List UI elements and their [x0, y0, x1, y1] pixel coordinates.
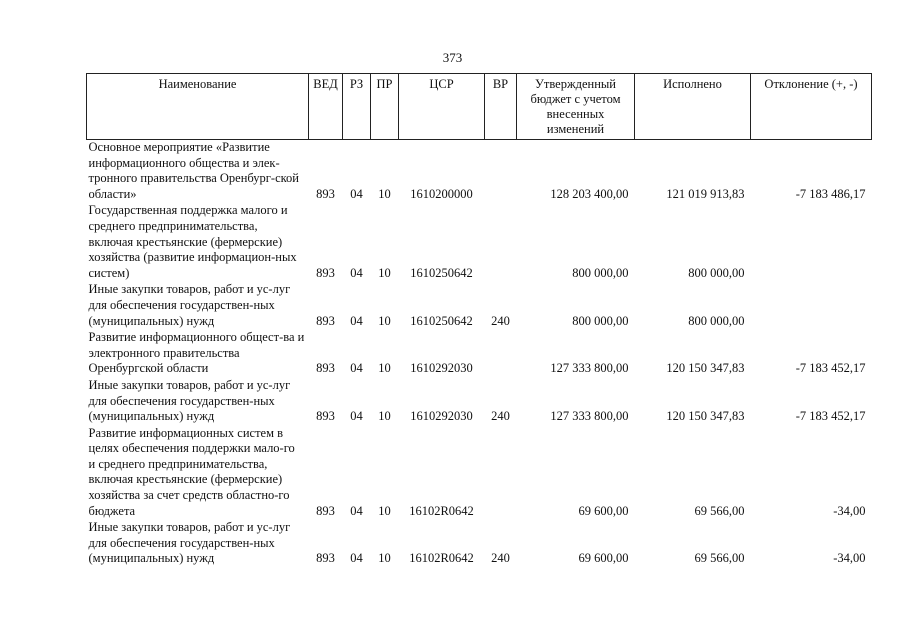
- row-rz: 04: [350, 551, 363, 566]
- row-executed: 800 000,00: [688, 313, 745, 328]
- table-row: [87, 330, 872, 378]
- row-deviation: -7 183 452,17: [795, 361, 866, 376]
- row-rz: 04: [350, 503, 363, 518]
- row-csr: 1610292030: [410, 409, 473, 424]
- row-pr: 10: [378, 503, 391, 518]
- row-rz: 04: [350, 361, 363, 376]
- row-name: Государственная поддержка малого и среднего предпринимательства, включая крестьянские (фермерские) хозяйства (развитие информацион-ных систем): [88, 203, 297, 280]
- row-vr: [485, 426, 517, 521]
- row-ved: 893: [316, 361, 335, 376]
- row-csr: 16102R0642: [409, 503, 474, 518]
- header-rz: РЗ: [343, 74, 371, 140]
- row-csr: 1610292030: [410, 361, 473, 376]
- row-vr: 240: [491, 409, 510, 424]
- row-ved: 893: [316, 186, 335, 201]
- table-row: [87, 282, 872, 330]
- row-executed: 121 019 913,83: [666, 186, 745, 201]
- row-approved: 128 203 400,00: [550, 186, 629, 201]
- row-pr: 10: [378, 551, 391, 566]
- row-approved: 127 333 800,00: [550, 409, 629, 424]
- row-approved: 127 333 800,00: [550, 361, 629, 376]
- row-approved: 800 000,00: [572, 313, 629, 328]
- row-deviation: [751, 282, 872, 330]
- page-number: 373: [442, 50, 463, 65]
- row-rz: 04: [350, 313, 363, 328]
- row-vr: [485, 203, 517, 282]
- row-deviation: -34,00: [833, 551, 866, 566]
- header-vr: ВР: [485, 74, 517, 140]
- row-deviation: -34,00: [833, 503, 866, 518]
- row-vr: 240: [491, 313, 510, 328]
- row-rz: 04: [350, 409, 363, 424]
- row-vr: 240: [491, 551, 510, 566]
- table-row: [87, 140, 872, 204]
- row-deviation: -7 183 486,17: [795, 186, 866, 201]
- row-pr: 10: [378, 313, 391, 328]
- row-pr: 10: [378, 361, 391, 376]
- row-approved: 69 600,00: [578, 503, 629, 518]
- row-executed: 800 000,00: [688, 265, 745, 280]
- table-header-row: [87, 74, 872, 140]
- row-name: Развитие информационных систем в целях обеспечения поддержки мало-го и среднего предпринимательства, включая крестьянские (фермерские) хозяйства за счет средств областно-го бюджета: [88, 425, 295, 518]
- row-ved: 893: [316, 265, 335, 280]
- row-rz: 04: [350, 186, 363, 201]
- row-name: Иные закупки товаров, работ и ус-луг для обеспечения государствен-ных (муниципальных) нужд: [88, 282, 291, 328]
- row-approved: 800 000,00: [572, 265, 629, 280]
- row-csr: 1610250642: [410, 265, 473, 280]
- row-csr: 16102R0642: [409, 551, 474, 566]
- row-approved: 69 600,00: [578, 551, 629, 566]
- row-deviation: [751, 203, 872, 282]
- header-deviation: Отклонение (+, -): [751, 74, 872, 140]
- header-csr: ЦСР: [399, 74, 485, 140]
- row-name: Иные закупки товаров, работ и ус-луг для обеспечения государствен-ных (муниципальных) нужд: [88, 377, 291, 424]
- row-csr: 1610250642: [410, 313, 473, 328]
- row-ved: 893: [316, 503, 335, 518]
- table-row: [87, 378, 872, 426]
- row-ved: 893: [316, 409, 335, 424]
- row-vr: [485, 140, 517, 204]
- row-deviation: -7 183 452,17: [795, 409, 866, 424]
- header-ved: ВЕД: [309, 74, 343, 140]
- row-pr: 10: [378, 186, 391, 201]
- header-name: Наименование: [87, 74, 309, 140]
- row-executed: 120 150 347,83: [666, 361, 745, 376]
- row-ved: 893: [316, 551, 335, 566]
- header-pr: ПР: [371, 74, 399, 140]
- row-ved: 893: [316, 313, 335, 328]
- row-name: Иные закупки товаров, работ и ус-луг для обеспечения государствен-ных (муниципальных) нужд: [88, 520, 291, 566]
- header-executed: Исполнено: [635, 74, 751, 140]
- row-executed: 69 566,00: [694, 551, 745, 566]
- row-pr: 10: [378, 409, 391, 424]
- row-csr: 1610200000: [410, 186, 473, 201]
- table-row: [87, 520, 872, 568]
- row-pr: 10: [378, 265, 391, 280]
- row-rz: 04: [350, 265, 363, 280]
- table-row: [87, 426, 872, 521]
- row-name: Развитие информационного общест-ва и электронного правительства Оренбургской области: [88, 330, 305, 376]
- header-approved: Утвержденный бюджет с учетом внесенных изменений: [517, 74, 635, 140]
- row-name: Основное мероприятие «Развитие информационного общества и элек-тронного правительства Оренбург-ской области»: [88, 140, 299, 201]
- row-executed: 120 150 347,83: [666, 409, 745, 424]
- row-vr: [485, 330, 517, 378]
- row-executed: 69 566,00: [694, 503, 745, 518]
- table-row: [87, 203, 872, 282]
- budget-table: [86, 73, 872, 568]
